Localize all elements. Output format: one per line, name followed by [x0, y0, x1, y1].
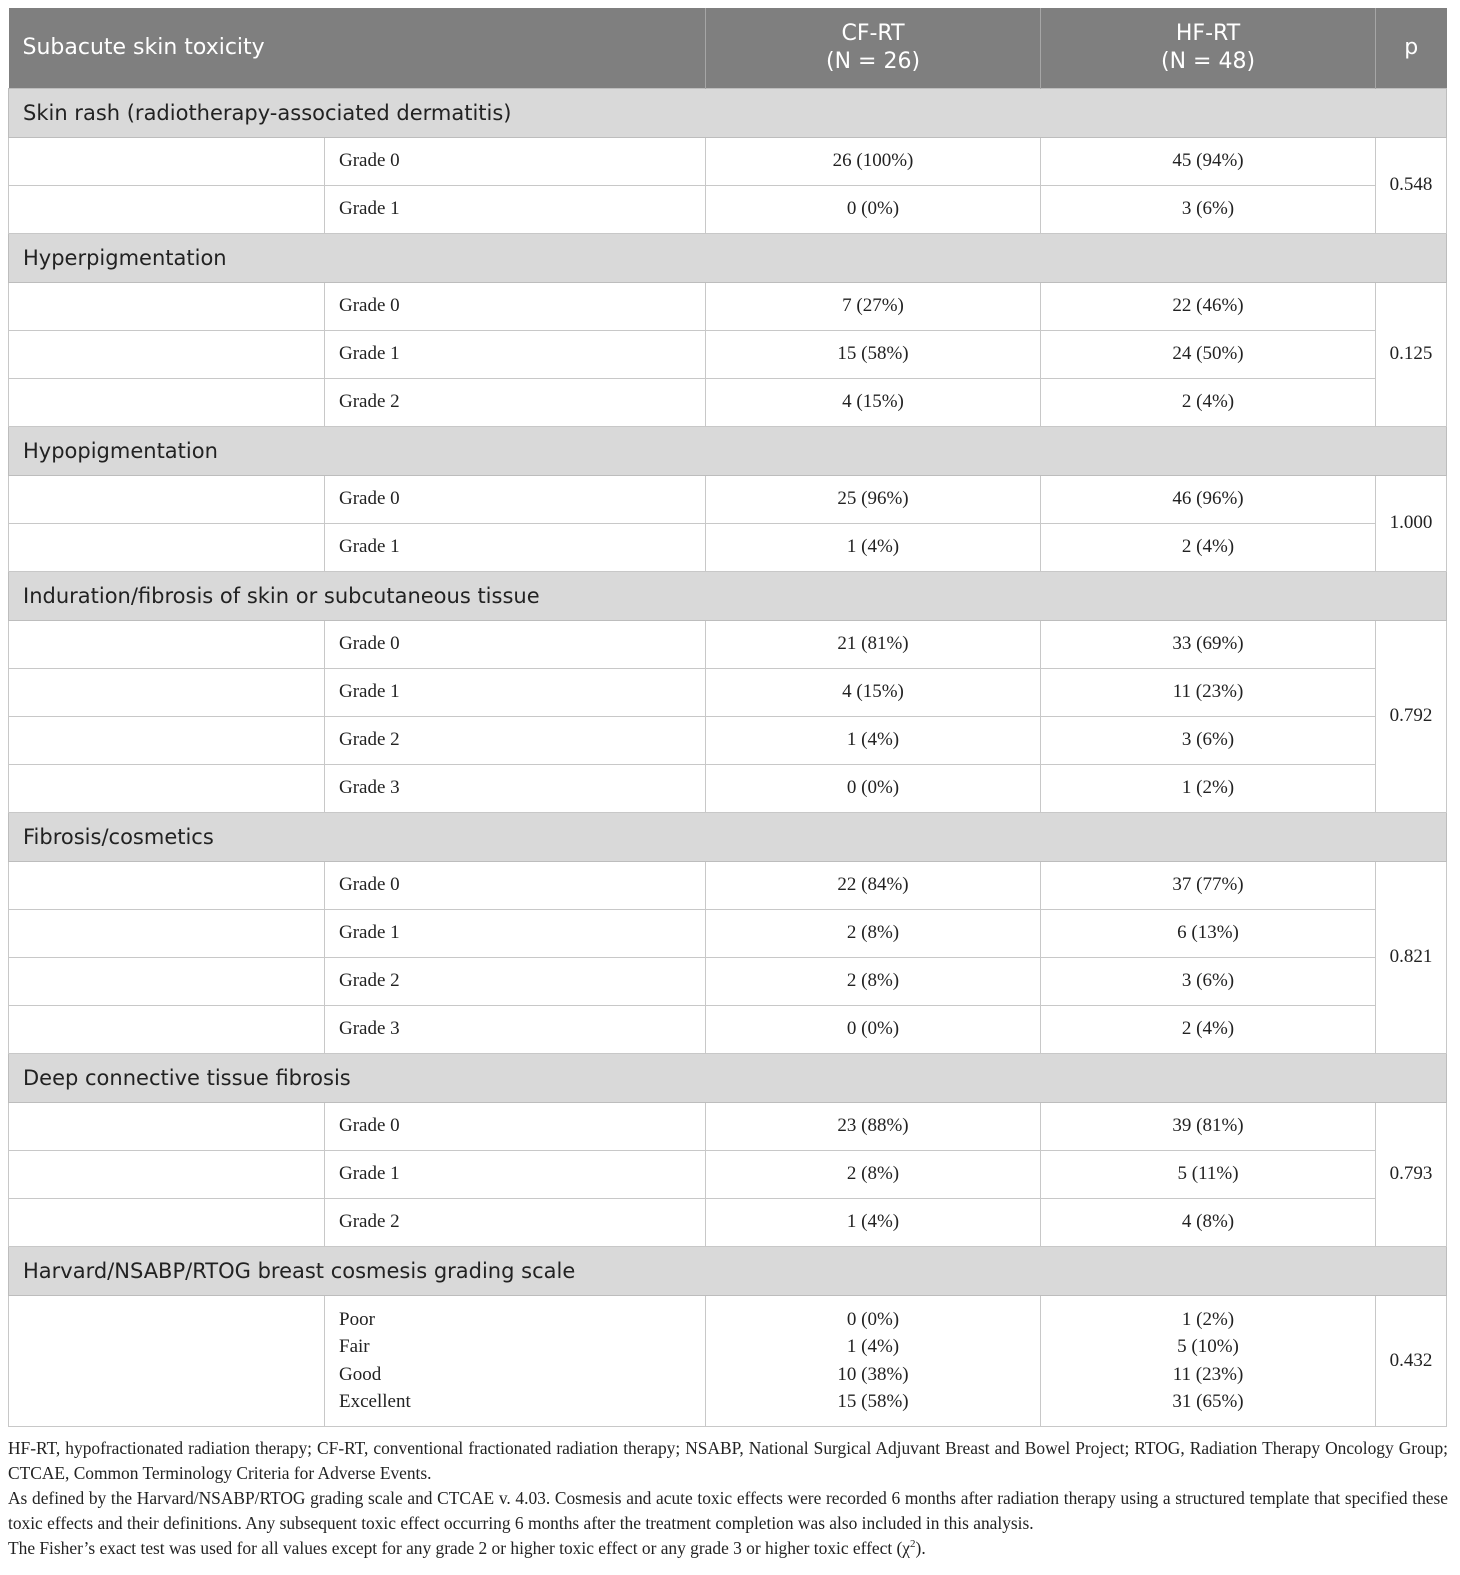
- toxicity-table: [8, 8, 1447, 1427]
- empty-cell: [9, 282, 325, 330]
- cf-rt-cell: 4 (15%): [706, 378, 1041, 426]
- hf-rt-cell: 3 (6%): [1041, 185, 1376, 233]
- cf-rt-cell: 15 (58%): [706, 330, 1041, 378]
- cosmesis-hf-rt-cell: [1041, 1295, 1376, 1426]
- table-footnotes: [8, 1436, 1448, 1561]
- header-subacute-skin-toxicity: Subacute skin toxicity: [9, 8, 706, 88]
- section-title: Harvard/NSABP/RTOG breast cosmesis grading scale: [9, 1246, 1447, 1295]
- footnote-test-end: ).: [915, 1538, 926, 1558]
- cosmesis-cf-rt-cell: [706, 1295, 1041, 1426]
- grade-cell: Grade 1: [325, 909, 706, 957]
- grade-cell: Grade 0: [325, 1102, 706, 1150]
- footnote-test-text: The Fisher’s exact test was used for all values except for any grade 2 or higher toxic effect or any grade 3 or higher toxic effect (χ: [8, 1538, 911, 1558]
- cf-rt-cell: 1 (4%): [706, 523, 1041, 571]
- table-row: [9, 185, 1447, 233]
- section-title: Hyperpigmentation: [9, 233, 1447, 282]
- header-hf-rt: [1041, 8, 1376, 88]
- cosmesis-grade-cell: [325, 1295, 706, 1426]
- table-row: [9, 716, 1447, 764]
- p-value-cell: 0.125: [1376, 282, 1447, 426]
- cf-rt-cell: 21 (81%): [706, 620, 1041, 668]
- cosmesis-cf-rt-value: 15 (58%): [837, 1391, 909, 1412]
- grade-cell: Grade 1: [325, 330, 706, 378]
- empty-cell: [9, 716, 325, 764]
- hf-rt-cell: 39 (81%): [1041, 1102, 1376, 1150]
- grade-cell: Grade 0: [325, 475, 706, 523]
- grade-cell: Grade 0: [325, 861, 706, 909]
- cosmesis-hf-rt-value: 11 (23%): [1172, 1363, 1244, 1385]
- footnote-abbreviations: HF-RT, hypofractionated radiation therapy; CF-RT, conventional fractionated radiation therapy; NSABP, National Surgical Adjuvant Breast and Bowel Project; RTOG, Radiation Therapy Oncology Group; CTCAE, Common Terminology Criteria for Adverse Events.: [8, 1438, 1448, 1483]
- cf-rt-cell: 2 (8%): [706, 909, 1041, 957]
- table-row: [9, 620, 1447, 668]
- header-cf-rt-n: (N = 26): [825, 48, 921, 74]
- grade-cell: Grade 1: [325, 1150, 706, 1198]
- hf-rt-cell: 22 (46%): [1041, 282, 1376, 330]
- table-row: [9, 861, 1447, 909]
- header-cf-rt-label: CF-RT: [841, 20, 905, 46]
- hf-rt-cell: 4 (8%): [1041, 1198, 1376, 1246]
- p-value-cell: 1.000: [1376, 475, 1447, 571]
- table-row: [9, 1150, 1447, 1198]
- empty-cell: [9, 1295, 325, 1426]
- grade-cell: Grade 0: [325, 137, 706, 185]
- cosmesis-hf-rt-value: 31 (65%): [1172, 1391, 1244, 1412]
- table-row: [9, 282, 1447, 330]
- cf-rt-cell: 25 (96%): [706, 475, 1041, 523]
- grade-cell: Grade 1: [325, 668, 706, 716]
- table-row: [9, 1102, 1447, 1150]
- table-body: [9, 88, 1447, 1426]
- section-title: Induration/fibrosis of skin or subcutaneous tissue: [9, 571, 1447, 620]
- header-hf-rt-n: (N = 48): [1160, 48, 1256, 74]
- cosmesis-grade: Good: [339, 1363, 382, 1385]
- grade-cell: Grade 2: [325, 957, 706, 1005]
- grade-cell: Grade 3: [325, 1005, 706, 1053]
- section-title: Skin rash (radiotherapy-associated dermatitis): [9, 88, 1447, 137]
- cf-rt-cell: 0 (0%): [706, 185, 1041, 233]
- hf-rt-cell: 1 (2%): [1041, 764, 1376, 812]
- cf-rt-cell: 4 (15%): [706, 668, 1041, 716]
- p-value-cell: 0.793: [1376, 1102, 1447, 1246]
- table-row: [9, 957, 1447, 1005]
- table-row: [9, 523, 1447, 571]
- p-value-cell: 0.821: [1376, 861, 1447, 1053]
- table-row: [9, 378, 1447, 426]
- empty-cell: [9, 668, 325, 716]
- cosmesis-grade: Excellent: [339, 1391, 411, 1412]
- cosmesis-hf-rt-value: 1 (2%): [1181, 1308, 1235, 1330]
- grade-cell: Grade 3: [325, 764, 706, 812]
- p-value-cell: 0.548: [1376, 137, 1447, 233]
- empty-cell: [9, 1102, 325, 1150]
- cosmesis-grade: Poor: [339, 1308, 375, 1330]
- section-title: Fibrosis/cosmetics: [9, 812, 1447, 861]
- table-header: [9, 8, 1447, 88]
- footnote-definition: As defined by the Harvard/NSABP/RTOG grading scale and CTCAE v. 4.03. Cosmesis and acute toxic effects were recorded 6 months after radiation therapy using a structured template that specified these toxic effects and their definitions. Any subsequent toxic effect occurring 6 months after the treatment completion was also included in this analysis.: [8, 1488, 1448, 1533]
- cf-rt-cell: 7 (27%): [706, 282, 1041, 330]
- p-value-cell: 0.792: [1376, 620, 1447, 812]
- grade-cell: Grade 2: [325, 716, 706, 764]
- footnote-test-superscript: 2: [910, 1538, 916, 1551]
- empty-cell: [9, 330, 325, 378]
- hf-rt-cell: 6 (13%): [1041, 909, 1376, 957]
- cf-rt-cell: 0 (0%): [706, 764, 1041, 812]
- empty-cell: [9, 523, 325, 571]
- grade-cell: Grade 1: [325, 185, 706, 233]
- table-row: [9, 330, 1447, 378]
- p-value-cell: 0.432: [1376, 1295, 1447, 1426]
- cosmesis-cf-rt-value: 10 (38%): [837, 1363, 909, 1385]
- section-title: Deep connective tissue fibrosis: [9, 1053, 1447, 1102]
- cosmesis-hf-rt-value: 5 (10%): [1177, 1336, 1239, 1357]
- hf-rt-cell: 2 (4%): [1041, 1005, 1376, 1053]
- header-p-value: p: [1376, 8, 1447, 88]
- hf-rt-cell: 2 (4%): [1041, 523, 1376, 571]
- grade-cell: Grade 0: [325, 620, 706, 668]
- grade-cell: Grade 1: [325, 523, 706, 571]
- table-row: [9, 909, 1447, 957]
- table-row: [9, 764, 1447, 812]
- hf-rt-cell: 46 (96%): [1041, 475, 1376, 523]
- table-row: [9, 137, 1447, 185]
- table-row: [9, 475, 1447, 523]
- cf-rt-cell: 22 (84%): [706, 861, 1041, 909]
- hf-rt-cell: 24 (50%): [1041, 330, 1376, 378]
- cf-rt-cell: 23 (88%): [706, 1102, 1041, 1150]
- table-row: [9, 1198, 1447, 1246]
- grade-cell: Grade 2: [325, 378, 706, 426]
- empty-cell: [9, 957, 325, 1005]
- cf-rt-cell: 2 (8%): [706, 957, 1041, 1005]
- table-row: [9, 1295, 1447, 1426]
- hf-rt-cell: 45 (94%): [1041, 137, 1376, 185]
- cosmesis-grade: Fair: [339, 1336, 370, 1357]
- hf-rt-cell: 33 (69%): [1041, 620, 1376, 668]
- hf-rt-cell: 37 (77%): [1041, 861, 1376, 909]
- empty-cell: [9, 620, 325, 668]
- header-cf-rt: [706, 8, 1041, 88]
- cf-rt-cell: 2 (8%): [706, 1150, 1041, 1198]
- hf-rt-cell: 11 (23%): [1041, 668, 1376, 716]
- cf-rt-cell: 1 (4%): [706, 1198, 1041, 1246]
- hf-rt-cell: 5 (11%): [1041, 1150, 1376, 1198]
- grade-cell: Grade 0: [325, 282, 706, 330]
- empty-cell: [9, 1005, 325, 1053]
- empty-cell: [9, 475, 325, 523]
- empty-cell: [9, 137, 325, 185]
- footnote-statistical-test: [8, 1536, 1448, 1561]
- section-title: Hypopigmentation: [9, 426, 1447, 475]
- table-row: [9, 1005, 1447, 1053]
- table-wrapper: [8, 8, 1446, 1427]
- cf-rt-cell: 26 (100%): [706, 137, 1041, 185]
- empty-cell: [9, 861, 325, 909]
- cf-rt-cell: 0 (0%): [706, 1005, 1041, 1053]
- empty-cell: [9, 764, 325, 812]
- hf-rt-cell: 3 (6%): [1041, 957, 1376, 1005]
- header-hf-rt-label: HF-RT: [1175, 20, 1241, 46]
- empty-cell: [9, 909, 325, 957]
- cosmesis-cf-rt-value: 0 (0%): [846, 1308, 900, 1330]
- grade-cell: Grade 2: [325, 1198, 706, 1246]
- empty-cell: [9, 1198, 325, 1246]
- hf-rt-cell: 3 (6%): [1041, 716, 1376, 764]
- cosmesis-cf-rt-value: 1 (4%): [846, 1336, 900, 1357]
- empty-cell: [9, 378, 325, 426]
- empty-cell: [9, 1150, 325, 1198]
- table-row: [9, 668, 1447, 716]
- hf-rt-cell: 2 (4%): [1041, 378, 1376, 426]
- cf-rt-cell: 1 (4%): [706, 716, 1041, 764]
- empty-cell: [9, 185, 325, 233]
